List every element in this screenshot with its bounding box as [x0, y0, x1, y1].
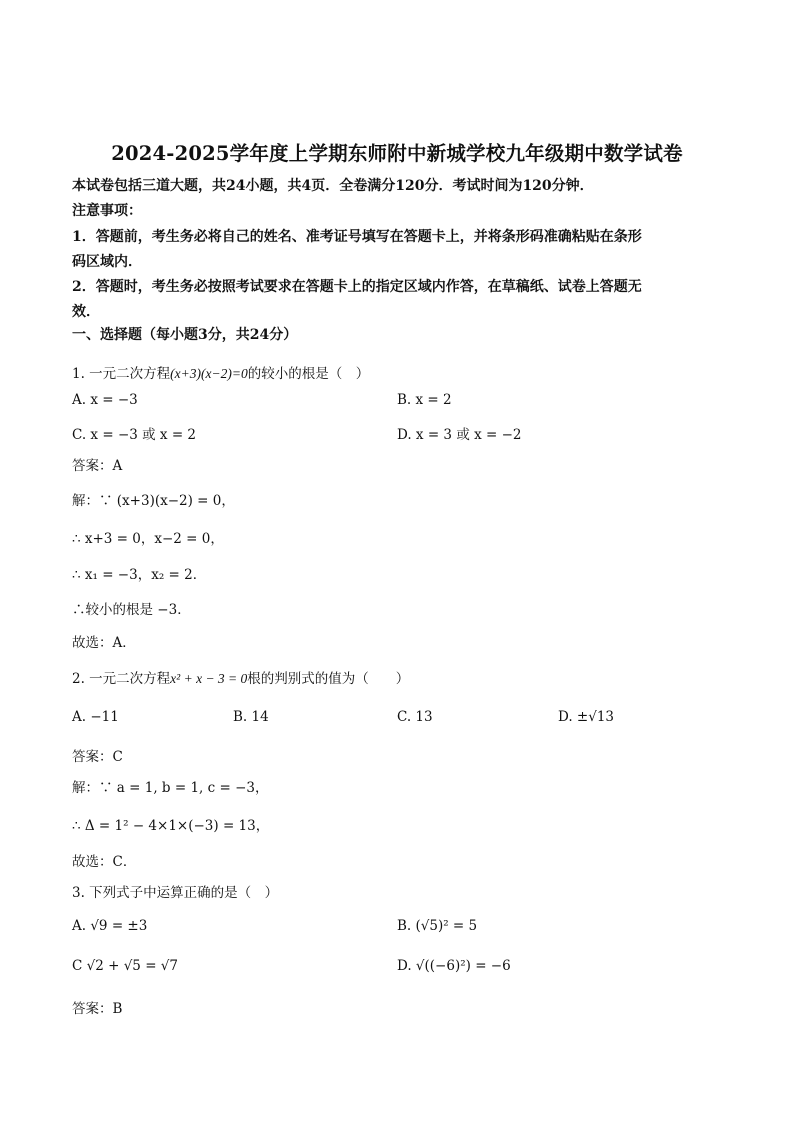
question-2-solution-end: 故选：C． [72, 854, 137, 870]
question-2-option-d: D. ±√13 [558, 709, 615, 725]
question-2-text: 2. 一元二次方程 [72, 671, 171, 687]
notice-item-1-cont: 码区域内． [72, 254, 142, 270]
question-2-solution-step: ∴ Δ = 1² − 4×1×(−3) = 13， [72, 818, 270, 834]
question-1-solution-step: ∴较小的根是 −3． [72, 602, 191, 618]
question-1-option-c: C. x = −3 或 x = 2 [72, 427, 197, 443]
question-2-stem [72, 667, 409, 687]
question-1-option-d: D. x = 3 或 x = −2 [397, 427, 522, 443]
notice-item-2: 2．答题时，考生务必按照考试要求在答题卡上的指定区域内作答，在草稿纸、试卷上答题无 [72, 279, 642, 295]
question-3-option-a: A. √9 = ±3 [72, 918, 148, 934]
question-1-equation: (x+3)(x−2)=0 [170, 366, 248, 381]
question-2-option-c: C. 13 [397, 709, 433, 725]
question-1-option-a: A. x = −3 [72, 392, 138, 408]
notice-item-2-cont: 效． [72, 304, 100, 320]
question-1-answer: 答案：A [72, 458, 123, 474]
question-1-solution-end: 故选：A． [72, 635, 136, 651]
question-2-option-a: A. −11 [72, 709, 119, 725]
question-1-solution-step: ∴ x+3 = 0，x−2 = 0， [72, 531, 224, 547]
question-1-text-end: 的较小的根是（ ） [247, 366, 370, 382]
question-2-option-b: B. 14 [233, 709, 269, 725]
notice-item-1: 1．答题前，考生务必将自己的姓名、准考证号填写在答题卡上，并将条形码准确粘贴在条形 [72, 229, 642, 245]
question-3-option-d: D. √((−6)²) = −6 [397, 958, 511, 974]
exam-title: 2024-2025学年度上学期东师附中新城学校九年级期中数学试卷 [111, 142, 683, 165]
notice-heading: 注意事项： [72, 203, 142, 219]
question-1-solution-step: 解：∵ (x+3)(x−2) = 0， [72, 493, 235, 509]
question-2-answer: 答案：C [72, 749, 123, 765]
intro-line: 本试卷包括三道大题，共24小题，共4页．全卷满分120分．考试时间为120分钟． [72, 178, 594, 194]
question-2-text-end: 根的判别式的值为（ ） [247, 671, 410, 687]
question-2-equation: x² + x − 3 = 0 [170, 671, 248, 686]
question-3-option-b: B. (√5)² = 5 [397, 918, 478, 934]
section-heading: 一、选择题（每小题3分，共24分） [72, 327, 298, 343]
question-1-solution-step: ∴ x₁ = −3，x₂ = 2． [72, 567, 207, 583]
question-1-option-b: B. x = 2 [397, 392, 452, 408]
question-1-stem [72, 362, 369, 382]
question-1-text: 1. 一元二次方程 [72, 366, 171, 382]
question-3-answer: 答案：B [72, 1001, 123, 1017]
question-2-solution-step: 解：∵ a = 1, b = 1, c = −3， [72, 780, 269, 796]
question-3-option-c: C √2 + √5 = √7 [72, 958, 178, 974]
question-3-stem: 3. 下列式子中运算正确的是（ ） [72, 885, 279, 901]
